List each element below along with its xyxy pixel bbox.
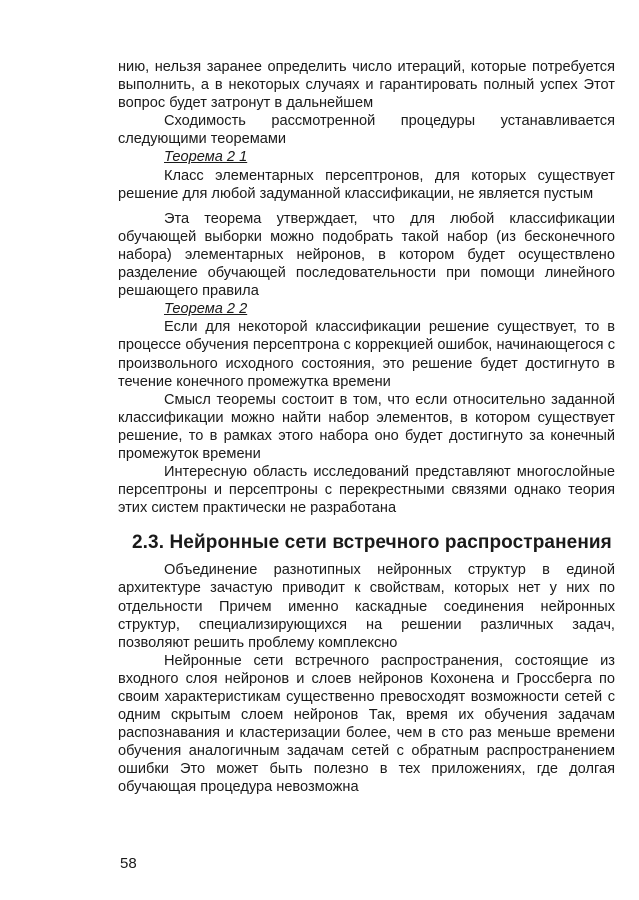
paragraph-counterprop: Нейронные сети встречного распространения, состоящие из входного слоя нейронов и слоев нейронов Кохонена и Гроссберга по своим характеристикам существенно превосходят возможности сетей с одним скрытым слоем нейронов Так, время их обучения задачам распознавания и кластеризации более, чем в сто раз меньше времени обучения аналогичным задачам сетей с обратным распространением ошибки Это может быть полезно в тех приложениях, где долгая обучающая процедура невозможна <box>118 652 615 796</box>
paragraph-multilayer: Интересную область исследований представляют многослойные персептроны и персептроны с перекрестными связями однако теория этих систем практически не разработана <box>118 464 615 517</box>
theorem-2-1-text: Класс элементарных персептронов, для которых существует решение для любой задуманной классификации, не является пустым <box>118 167 615 202</box>
paragraph-convergence: Сходимость рассмотренной процедуры устанавливается следующими теоремами <box>118 113 615 148</box>
paragraph-continuation: нию, нельзя заранее определить число итераций, которые потребуется выполнить, а в некоторых случаях и гарантировать полный успех Этот вопрос будет затронут в дальнейшем <box>118 59 615 112</box>
section-heading: 2.3. Нейронные сети встречного распространения <box>132 532 612 554</box>
page-number: 58 <box>120 855 137 872</box>
theorem-2-2-label: Теорема 2 2 <box>164 301 248 318</box>
theorem-2-1-label: Теорема 2 1 <box>164 149 248 166</box>
paragraph-cascade: Объединение разнотипных нейронных структур в единой архитектуре зачастую приводит к свойствам, которых нет у них по отдельности Причем именно каскадные соединения нейронных структур, специализирующихся на решении различных задач, позволяют решить проблему комплексно <box>118 562 615 651</box>
theorem-2-2-text: Если для некоторой классификации решение существует, то в процессе обучения персептрона с коррекцией ошибок, начинающегося с произвольного исходного состояния, это решение будет достигнуто в течение конечного промежутка времени <box>118 319 615 390</box>
paragraph-theorem-meaning: Смысл теоремы состоит в том, что если относительно заданной классификации можно найти набор элементов, в котором существует решение, то в рамках этого набора оно будет достигнуто за конечный промежуток времени <box>118 391 615 462</box>
paragraph-theorem-explanation: Эта теорема утверждает, что для любой классификации обучающей выборки можно подобрать такой набор (из бесконечного набора) элементарных нейронов, в котором будет осуществлено разделение обучающей последовательности при помощи линейного решающего правила <box>118 210 615 300</box>
